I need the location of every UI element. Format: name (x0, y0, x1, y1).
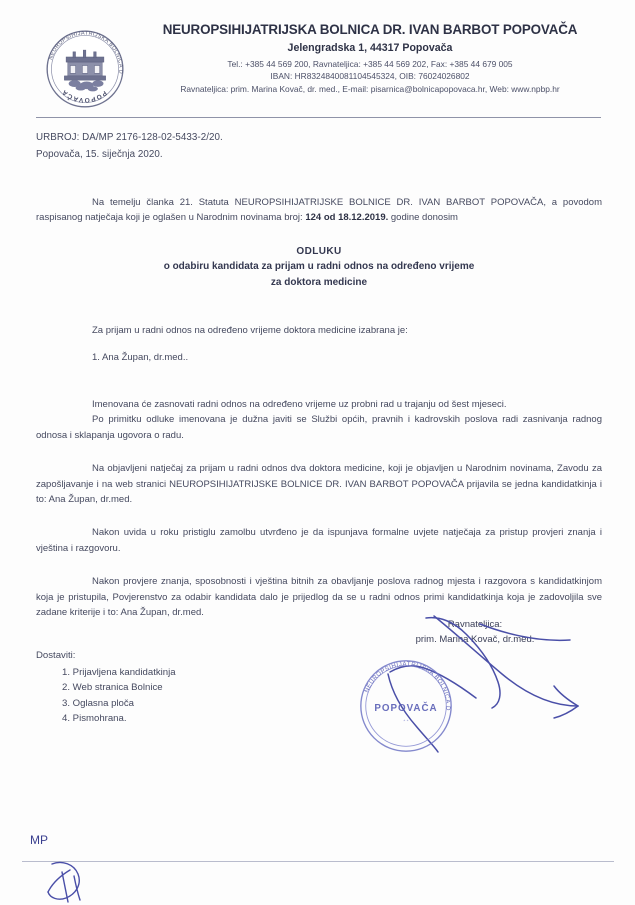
organization-address: Jelengradska 1, 44317 Popovača (287, 42, 453, 54)
preamble-reference: 124 od 18.12.2019. (305, 212, 389, 224)
selection-intro: Za prijam u radni odnos na određeno vrijeme doktora medicine izabrana je: (92, 324, 408, 336)
list-item: 4. Pismohrana. (62, 713, 127, 725)
svg-text:* *: * * (403, 719, 409, 725)
decision-subtitle-line-2: za doktora medicine (270, 277, 368, 288)
finance-line: IBAN: HR8324840081104545324, OIB: 76024026802 (270, 71, 470, 82)
svg-text:POPOVAČA: POPOVAČA (374, 702, 438, 714)
signatory-name: prim. Marina Kovač, dr.med. (415, 633, 535, 645)
delivery-list-title: Dostaviti: (36, 650, 76, 661)
footer-divider (22, 861, 614, 862)
urbroj-line: URBROJ: DA/MP 2176-128-02-5433-2/20. (36, 132, 223, 143)
preamble-text-after: godine donosim (388, 212, 458, 224)
decision-title: ODLUKU (296, 245, 342, 257)
svg-text:NEUROPSIHIJATRIJSKA BOLNICA DR: NEUROPSIHIJATRIJSKA BOLNICA DR. IVAN BARBOT (349, 647, 452, 712)
selected-candidate: 1. Ana Župan, dr.med.. (92, 351, 189, 363)
signature-block (360, 618, 590, 647)
svg-text:NEUROPSIHIJATRIJSKA BOLNICA DR: NEUROPSIHIJATRIJSKA BOLNICA DR. IVAN BARBOT (39, 22, 124, 75)
hospital-emblem-icon (39, 22, 128, 112)
contact-line: Tel.: +385 44 569 200, Ravnateljica: +385 44 569 202, Fax: +385 44 679 005 (227, 59, 513, 69)
place-date-line: Popovača, 15. siječnja 2020. (36, 148, 163, 160)
paragraph-probation: Imenovana će zasnovati radni odnos na određeno vrijeme uz probni rad u trajanju od šest mjeseci. (92, 399, 507, 410)
document-body (36, 130, 602, 620)
footer-handwritten-initials (18, 858, 138, 904)
delivery-list-items (36, 665, 176, 727)
preamble-paragraph (36, 195, 602, 226)
list-item: 3. Oglasna ploča (62, 697, 134, 709)
decision-subtitle-line-1: o odabiru kandidata za prijam u radni odnos na određeno vrijeme (163, 261, 475, 273)
letterhead (0, 22, 635, 114)
mp-handwritten-mark: MP (30, 833, 48, 847)
signatory-role: Ravnateljica: (447, 619, 503, 630)
director-contact-line: Ravnateljica: prim. Marina Kovač, dr. med., E-mail: pisarnica@bolnicapopovaca.hr, Web: www.npbp.hr (180, 83, 560, 94)
delivery-list (36, 648, 176, 727)
paragraph-reporting-duty: Po primitku odluke imenovana je dužna javiti se Službi općih, pravnih i kadrovskih poslova radi zasnivanja radnog odnosa i sklapanja ugovora o radu. (36, 414, 602, 441)
preamble-text-before: Na temelju članka 21. Statuta NEUROPSIHIJATRIJSKE BOLNICE DR. IVAN BARBOT POPOVAČA, a povodom raspisanog natječaja koji je oglašen u Narodnim novinama broj: (36, 197, 602, 224)
letterhead-text (120, 22, 620, 95)
official-round-stamp (349, 647, 460, 748)
paragraph-formal-requirements: Nakon uvida u roku pristiglu zamolbu utvrđeno je da ispunjava formalne uvjete natječaja za pristup provjeri znanja i vještina i razgovoru. (36, 527, 602, 554)
paragraph-committee-proposal: Nakon provjere znanja, sposobnosti i vještina bitnih za obavljanje poslova radnog mjesta i razgovora s kandidatkinjom koja je pristupila, Povjerenstvo za odabir kandidata dalo je prijedlog da se u radni odnos primi kandidatkinja koja je zadovoljila sve zadane kriterije i to: Ana Župan, dr.med. (36, 576, 602, 619)
list-item: 1. Prijavljena kandidatkinja (62, 666, 176, 678)
decision-title-block (36, 244, 602, 291)
list-item: 2. Web stranica Bolnice (62, 682, 163, 694)
paragraph-announcement: Na objavljeni natječaj za prijam u radni odnos dva doktora medicine, koji je objavljen u Narodnim novinama, Zavodu za zapošljavanje i na web stranici NEUROPSIHIJATRIJSKE BOLNICE DR. IVAN BARBOT POPOVAČA prijavila se jedna kandidatkinja i to: Ana Župan, dr.med. (36, 463, 602, 506)
header-divider (36, 117, 601, 118)
organization-name: NEUROPSIHIJATRIJSKA BOLNICA DR. IVAN BARBOT POPOVAČA (162, 22, 578, 37)
svg-text:POPOVAČA: POPOVAČA (60, 87, 108, 104)
